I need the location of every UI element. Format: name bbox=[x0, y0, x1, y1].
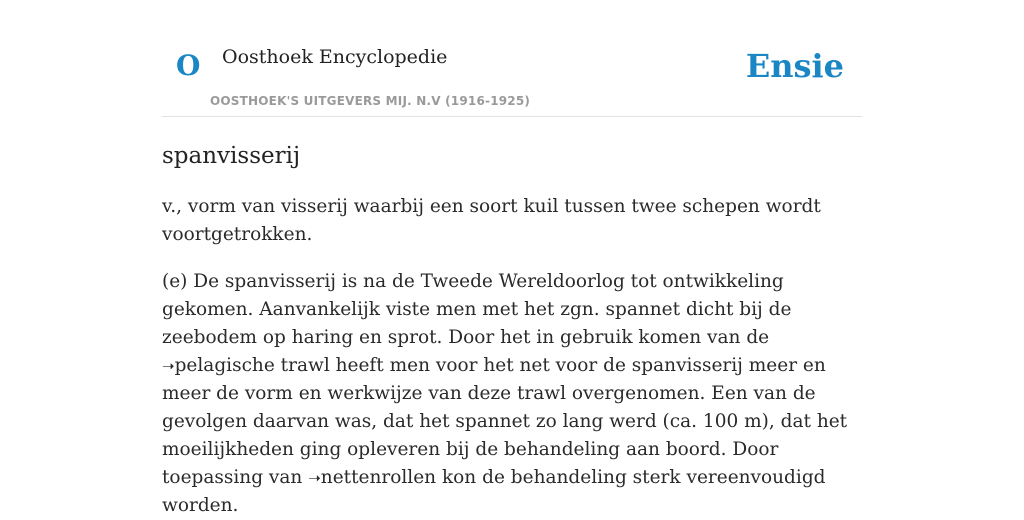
link-nettenrollen[interactable] bbox=[308, 467, 436, 488]
body-text: kon de behandeling sterk vereenvoudigd worden. bbox=[162, 467, 826, 516]
entry-definition: v., vorm van visserij waarbij een soort kuil tussen twee schepen wordt voortgetrokken. bbox=[162, 196, 821, 245]
ensie-logo-link[interactable]: Ensie bbox=[745, 47, 844, 85]
oosthoek-logo-icon[interactable]: O bbox=[176, 49, 201, 82]
page-container bbox=[162, 0, 862, 520]
site-header bbox=[162, 0, 862, 117]
entry-title: spanvisserij bbox=[162, 143, 301, 169]
arrow-icon: ➝ bbox=[162, 357, 175, 375]
body-text: (e) De spanvisserij is na de Tweede Wereldoorlog tot ontwikkeling gekomen. Aanvankelijk viste men met het zgn. spannet dicht bij de zeebodem op haring en sprot. Door het in gebruik komen van de bbox=[162, 271, 792, 348]
source-title[interactable]: Oosthoek Encyclopedie bbox=[222, 46, 448, 68]
source-subtitle: OOSTHOEK'S UITGEVERS MIJ. N.V (1916-1925) bbox=[210, 94, 531, 108]
link-label: nettenrollen bbox=[320, 467, 437, 488]
arrow-icon: ➝ bbox=[308, 469, 321, 487]
link-label: pelagische trawl bbox=[174, 355, 330, 376]
entry-body bbox=[162, 268, 862, 520]
body-text: heeft men voor het net voor de spanvisserij meer en meer de vorm en werkwijze van deze trawl overgenomen. Een van de gevolgen daarvan was, dat het spannet zo lang werd (ca. 100 m), dat het moeilijkheden ging opleveren bij de behandeling aan boord. Door toepassing van bbox=[162, 355, 848, 488]
link-pelagische-trawl[interactable] bbox=[162, 355, 330, 376]
